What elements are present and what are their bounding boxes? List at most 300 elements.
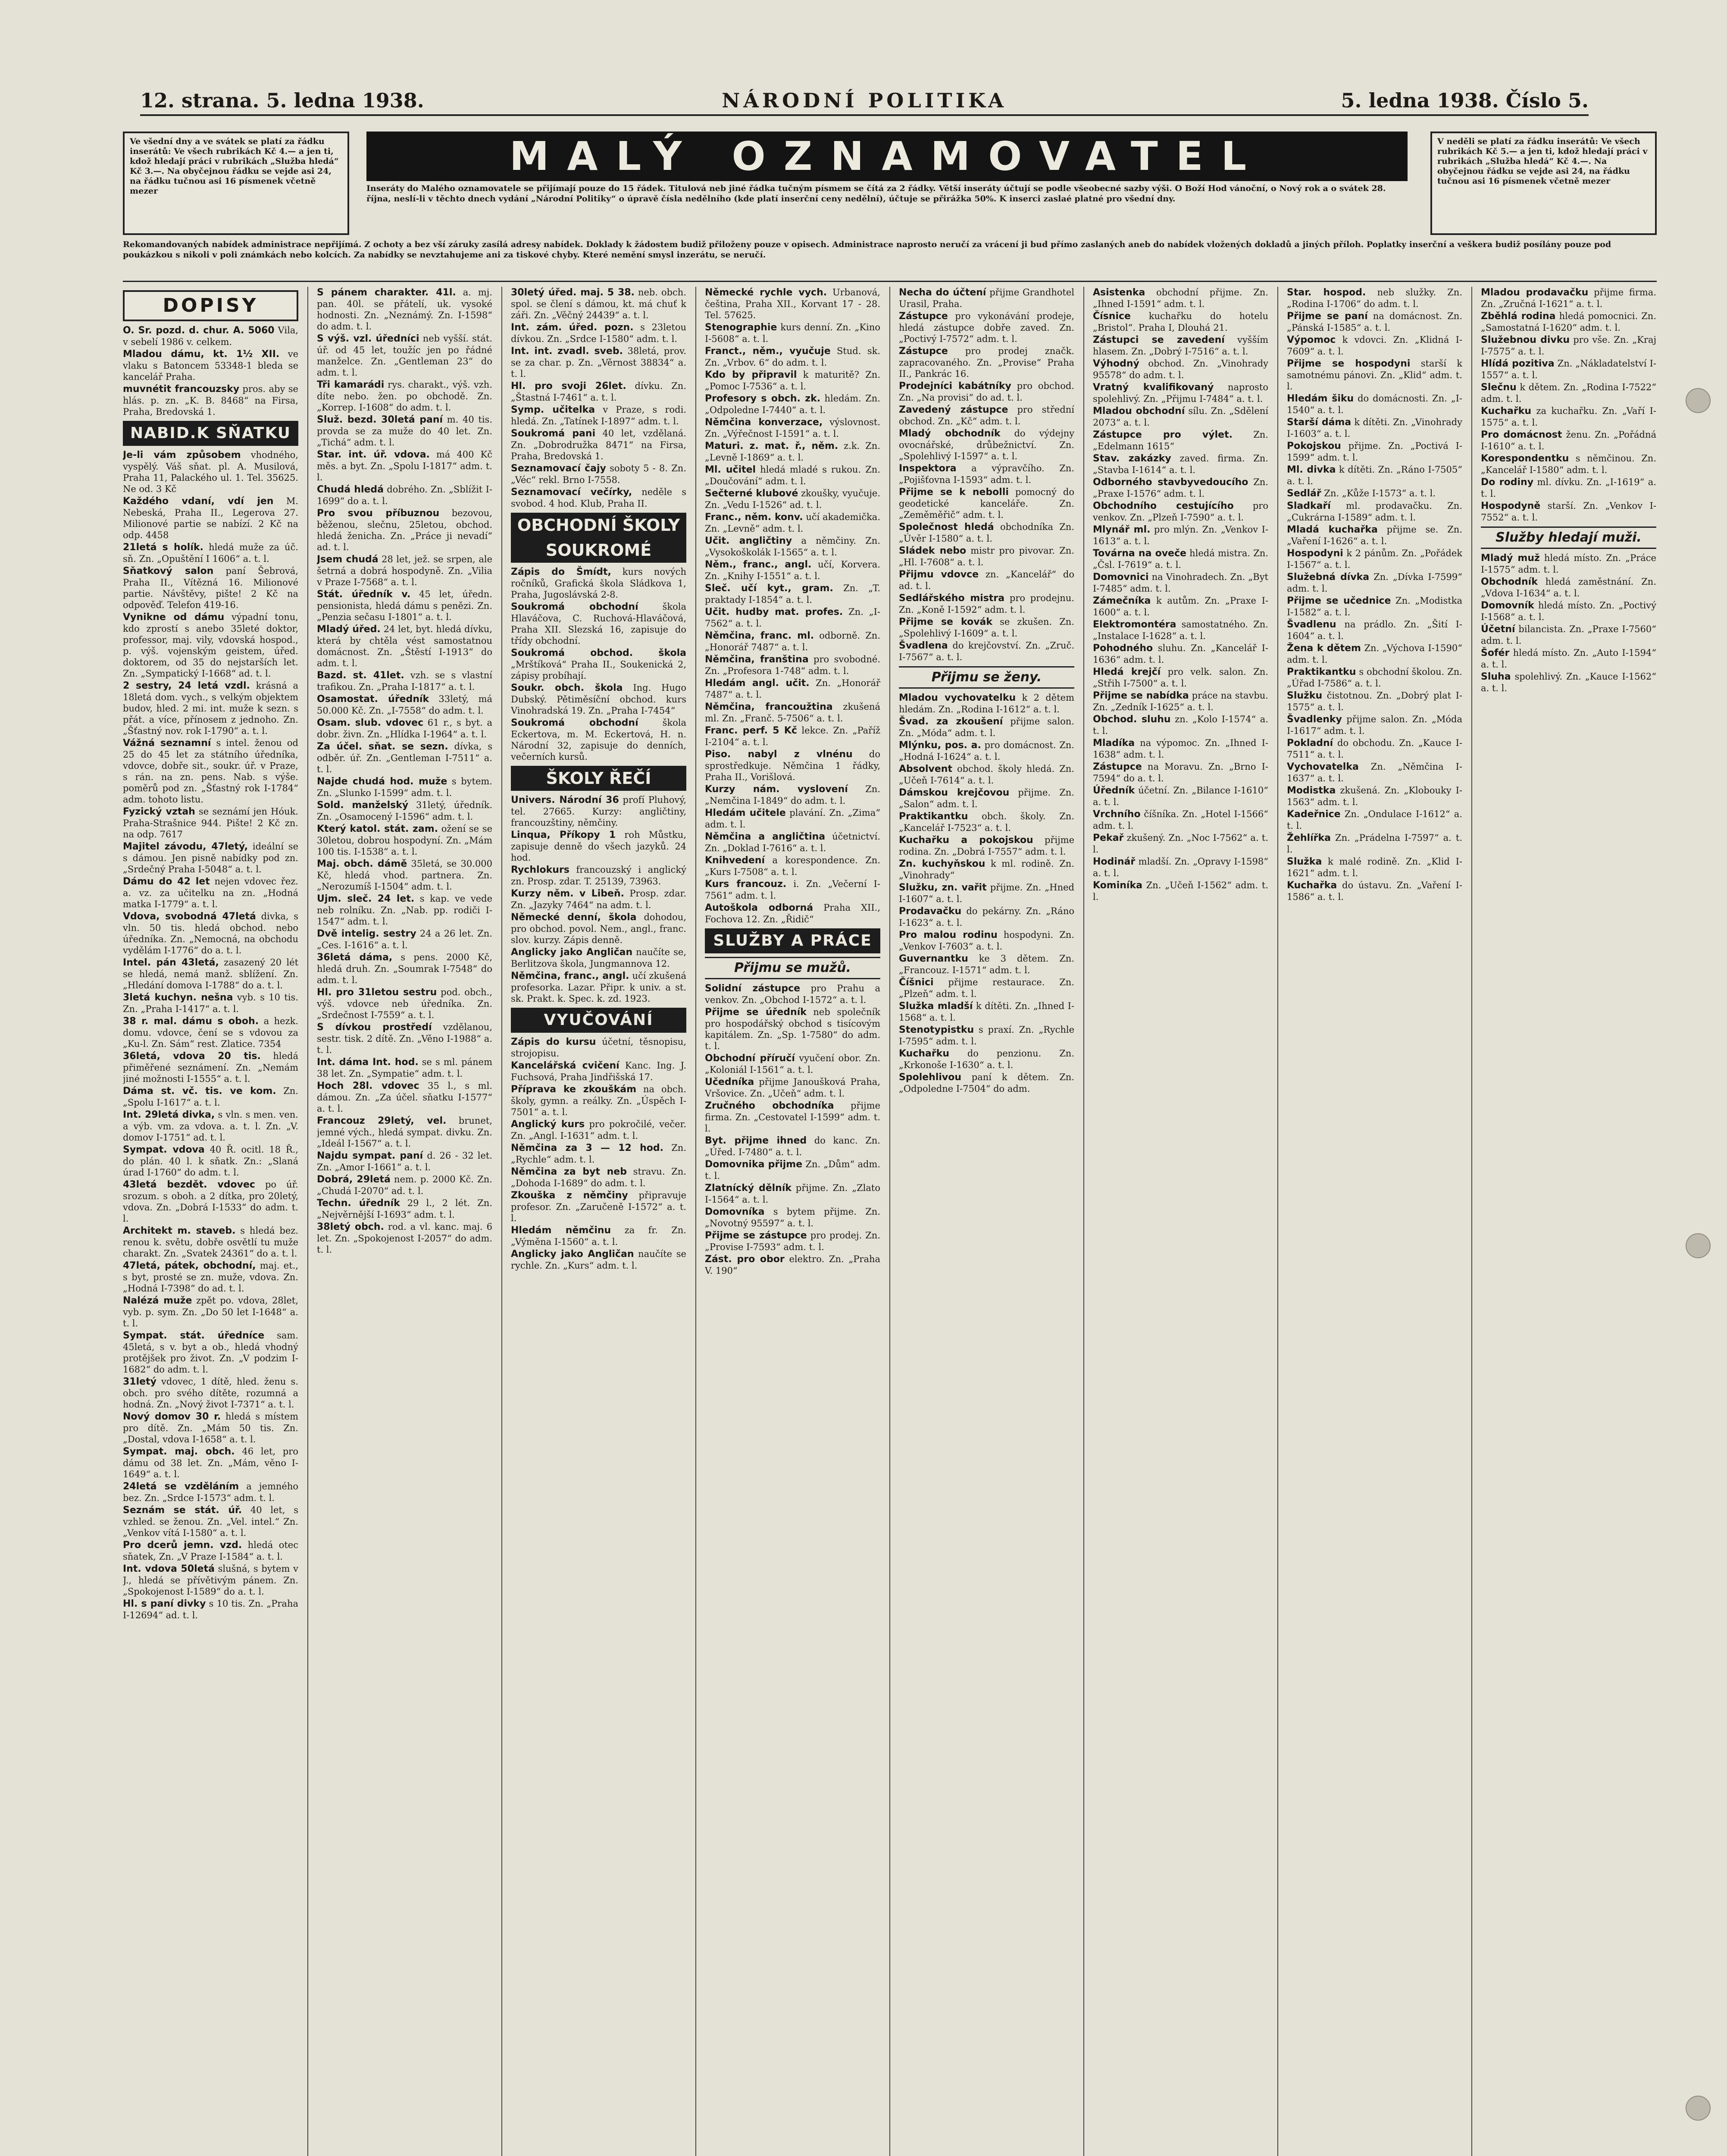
classified-ad: [1287, 714, 1462, 736]
ad-title: Elektromontéra: [1093, 619, 1176, 630]
ad-text: Zn. „Prádelna I-7597“ a. t. l.: [1287, 833, 1462, 855]
ad-text: dívka, s odběr. úř. Zn. „Gentleman I-7511“ a. t. l.: [317, 741, 492, 774]
classified-ad: [123, 911, 298, 956]
classified-ad: [123, 1225, 298, 1259]
ad-text: starší. Zn. „Venkov I-7552“ a. t. l.: [1481, 501, 1656, 523]
ad-text: pro velk. salon. Zn. „Střih I-7500“ a. t. l.: [1093, 667, 1268, 689]
classified-ad: [511, 946, 686, 969]
ad-title: Dáma st. vč. tis. ve kom.: [123, 1086, 276, 1097]
ad-title: Guvernantku: [899, 953, 968, 964]
ad-text: naučíte se rychle. Zn. „Kurs“ adm. t. l.: [511, 1249, 686, 1271]
classified-ad: [123, 1260, 298, 1294]
ad-title: Knihvedení: [705, 855, 765, 866]
classified-ad: [1287, 856, 1462, 879]
ad-title: Korespondentku: [1481, 453, 1569, 464]
classified-ad: [705, 1159, 880, 1181]
column-rule: [1471, 287, 1472, 2156]
ad-title: Hl. pro svoji 26let.: [511, 381, 626, 392]
ad-text: Zn. „Modistka I-1582“ a. t. l.: [1287, 595, 1462, 617]
classified-ad: [899, 287, 1074, 310]
classified-ad: [1287, 548, 1462, 570]
ad-title: Int. vdova 50letá: [123, 1564, 215, 1574]
ad-text: rys. charakt., výš. vzh. díte nebo. žen. po obchodě. Zn. „Korrep. I-1608“ do adm. t. l.: [317, 379, 492, 413]
ad-title: Prodejníci kabátníky: [899, 381, 1011, 392]
ad-text: Zn. „Edelmann 1615“: [1093, 429, 1268, 451]
ad-title: Domovnika přijme: [705, 1159, 803, 1170]
classified-ad: [1093, 358, 1268, 381]
classified-ad: [123, 1015, 298, 1050]
ad-title: Franc. perf. 5 Kč: [705, 725, 798, 736]
ad-text: m. 40 tis. provda se za muže do 40 let. Zn. „Tichá“ adm. t. l.: [317, 414, 492, 448]
classified-ad: [123, 565, 298, 611]
ad-title: Odborného stavbyvedoucího: [1093, 477, 1248, 488]
ad-title: Kurzy nám. vyslovení: [705, 784, 848, 795]
classified-ad: [899, 763, 1074, 786]
ad-title: Sympat. stát. úředníce: [123, 1330, 265, 1341]
classified-ad: [511, 1225, 686, 1247]
classified-ad: [899, 906, 1074, 928]
classified-ad: [1287, 334, 1462, 357]
ad-text: roh Můstku, zapisuje denně do všech jazyků. 24 hod.: [511, 830, 686, 863]
ad-text: zkušený. Zn. „Noc I-7562“ a. t. l.: [1093, 833, 1268, 855]
classified-ad: [511, 888, 686, 911]
ad-text: obchodní přijme. Zn. „Ihned I-1591“ adm. t. l.: [1093, 287, 1268, 309]
ad-title: Mlýnku, pos. a.: [899, 740, 981, 751]
ad-text: ve vlaku s Batoncem 53348-1 bleda se kancelář Praha.: [123, 349, 298, 382]
ad-text: paní Šebrová, Praha II., Vítězná 16. Milionové partie. Návštěvy, pište! 2 Kč na odpověď. Telefon 419-16.: [123, 566, 298, 610]
classified-ad: [511, 1119, 686, 1141]
ad-text: kurs nových ročníků, Grafická škola Sládkova 1, Praha, Jugoslávská 2-8.: [511, 567, 686, 600]
classified-ad: [1287, 785, 1462, 808]
ad-text: přijme Grandhotel Urasil, Praha.: [899, 287, 1074, 309]
classified-ad: [1093, 405, 1268, 428]
classified-ad: [705, 1100, 880, 1134]
classified-ad: [1287, 571, 1462, 594]
ad-text: vdovec, 1 dítě, hled. ženu s. obch. pro svého dítěte, rozumná a hodná. Zn. „Nový život I-7371“ a. t. l.: [123, 1376, 298, 1410]
classified-ad: [317, 823, 492, 857]
ad-text: hledá zaměstnání. Zn. „Vdova I-1634“ a. t. l.: [1481, 577, 1656, 599]
ad-text: zkušená ml. Zn. „Franč. 5-7506“ a. t. l.: [705, 702, 880, 724]
ad-title: Anglicky jako Angličan: [511, 1249, 634, 1260]
classified-ad: [511, 682, 686, 716]
ad-title: Žena k dětem: [1287, 643, 1361, 654]
ad-title: Dámskou krejčovou: [899, 787, 1010, 798]
ad-title: 24letá se vzděláním: [123, 1481, 239, 1492]
ad-text: pomocný do geodetické kanceláře. Zn. „Zeměměřič“ adm. t. l.: [899, 487, 1074, 520]
ad-title: Šofér: [1481, 648, 1510, 658]
ad-text: přijme rodina. Zn. „Dobrá I-7557“ adm. t. l.: [899, 835, 1074, 857]
ad-title: Obchodního cestujícího: [1093, 501, 1234, 511]
classified-ad: [705, 1135, 880, 1158]
ad-text: do krejčovství. Zn. „Zruč. I-7567“ a. t. l.: [899, 640, 1074, 662]
ad-title: Kancelářská cvičení: [511, 1060, 619, 1071]
classified-ad: [1093, 476, 1268, 499]
ad-text: do obchodu. Zn. „Kauce I-7511“ a. t. l.: [1287, 738, 1462, 760]
classified-ad: [317, 379, 492, 413]
classified-ad: [705, 1182, 880, 1205]
section-heading: Přijmu se mužů.: [705, 957, 880, 979]
ad-title: Najde chudá hod. muže: [317, 776, 447, 787]
ad-title: 36letá dáma,: [317, 952, 393, 963]
ad-title: Maj. obch. dámě: [317, 859, 407, 869]
ad-text: pro domácnost. Zn. „Hodná I-1624“ a. t. l.: [899, 740, 1074, 762]
ad-text: přijme firma. Zn. „Zručná I-1621“ a. t. l.: [1481, 287, 1656, 309]
ad-text: k dítěti. Zn. „Vinohrady I-1603“ a. t. l.: [1287, 417, 1462, 439]
ad-title: Kurzy něm. v Libeň.: [511, 888, 624, 899]
ad-title: O. Sr. pozd. d. chur. A. 5060: [123, 325, 275, 336]
ad-title: Kuchařku: [1481, 406, 1532, 417]
classified-ad: [511, 970, 686, 1004]
classified-ad: [1093, 595, 1268, 618]
ad-text: zpět po. vdova, 28let, vyb. p. sym. Zn. „Do 50 let I-1648“ a. t. l.: [123, 1295, 298, 1329]
ad-text: d. 26 - 32 let. Zn. „Amor I-1661“ a. t. l.: [317, 1150, 492, 1172]
ad-title: Autoškola odborná: [705, 903, 813, 913]
ad-title: Pekař: [1093, 833, 1124, 843]
ad-text: 33letý, má 50.000 Kč. Zn. „I-7558“ do adm. t. l.: [317, 694, 492, 716]
ad-title: S dívkou prostředí: [317, 1022, 432, 1033]
classified-ad: [1287, 832, 1462, 855]
ad-text: obch. školy. Zn. „Kancelář I-7523“ a. t. l.: [899, 811, 1074, 833]
ad-text: s obchodní školou. Zn. „Úřad I-7586“ a. t. l.: [1287, 667, 1462, 689]
ad-text: hledá místo. Zn. „Poctivý I-1568“ a. t. l.: [1481, 600, 1656, 622]
ad-title: Fyzický vztah: [123, 806, 195, 817]
classified-ad: [123, 737, 298, 805]
ad-text: starší k samotnému pánovi. Zn. „Klid“ adm. t. l.: [1287, 358, 1462, 392]
classified-ad: [705, 677, 880, 700]
classified-ad: [123, 957, 298, 991]
classified-ad: [317, 799, 492, 822]
ad-title: Zápis do kursu: [511, 1037, 596, 1047]
ad-title: Vynikne od dámu: [123, 612, 225, 623]
newspaper-title: NÁRODNÍ POLITIKA: [722, 89, 1007, 112]
ad-text: pro prodej značk. zapracovaného. Zn. „Provise“ Praha II., Pankrác 16.: [899, 346, 1074, 379]
ad-title: Pro svou příbuznou: [317, 508, 440, 519]
ad-text: Zn. „Honorář 7487“ a. t. l.: [705, 678, 880, 700]
classified-ad: [317, 776, 492, 799]
ad-text: ke 3 dětem. Zn. „Francouz. I-1571“ adm. t. l.: [899, 953, 1074, 975]
classified-ad: [899, 463, 1074, 486]
ad-title: 36letá, vdova 20 tis.: [123, 1051, 261, 1062]
ad-column: [1093, 287, 1268, 2156]
classified-ad: [1481, 429, 1656, 452]
ad-text: přijme. Zn. „Poctivá I-1599“ adm. t. l.: [1287, 441, 1462, 463]
ad-title: Služka mladší: [899, 1001, 973, 1012]
classified-ad: [511, 1190, 686, 1224]
ad-title: Němčina, franština: [705, 654, 809, 665]
ad-text: výslovnost. Zn. „Výřečnost I-1591“ a. t. l.: [705, 417, 880, 439]
ad-title: Hledám němčinu: [511, 1225, 611, 1236]
classified-ad: [1093, 880, 1268, 903]
classified-ad: [123, 1376, 298, 1410]
ad-text: zn. „Kolo I-1574“ a. t. l.: [1093, 714, 1268, 736]
ad-text: elektro. Zn. „Praha V. 190“: [705, 1254, 880, 1276]
ad-title: Majitel závodu, 47letý,: [123, 841, 248, 852]
ad-text: k 2 pánům. Zn. „Pořádek I-1567“ a. t. l.: [1287, 548, 1462, 570]
ad-text: neb společník pro hospodářský obchod s tisícovým kapitálem. Zn. „Sp. 1-7580“ do adm. t. l.: [705, 1007, 880, 1051]
ad-text: čistotnou. Zn. „Dobrý plat I-1575“ a. t. l.: [1287, 690, 1462, 712]
classified-ad: [1287, 761, 1462, 784]
ad-text: sluhu. Zn. „Kancelář I-1636“ adm. t. l.: [1093, 643, 1268, 665]
ad-title: Mlynář ml.: [1093, 524, 1151, 535]
ad-text: k maturitě? Zn. „Pomoc I-7536“ a. t. l.: [705, 370, 880, 392]
classified-ad: [1093, 548, 1268, 570]
classified-ad: [511, 912, 686, 946]
ad-text: naprosto spolehlivý. Zn. „Přijmu I-7484“ a. t. l.: [1093, 382, 1268, 404]
ad-text: obchod. Zn. „Vinohrady 95578“ do adm. t. l.: [1093, 358, 1268, 380]
classified-ad: [705, 559, 880, 582]
ad-text: Zn. „I-7562“ a. t. l.: [705, 607, 880, 629]
column-rule: [1277, 287, 1278, 2156]
classified-ad: [123, 1598, 298, 1621]
ad-text: hledá otec sňatek, Zn. „V Praze I-1584“ a. t. l.: [123, 1540, 298, 1562]
ad-text: hledá pomocnici. Zn. „Samostatná I-1620“ adm. t. l.: [1481, 311, 1656, 333]
ad-title: Kadeřnice: [1287, 809, 1341, 820]
ad-text: mistr pro pivovar. Zn. „Hl. I-7608“ a. t. l.: [899, 545, 1074, 567]
classified-ad: [123, 1179, 298, 1224]
section-heading: NABID.K SŇATKU: [123, 421, 298, 446]
ad-title: Vratný kvalifikovaný: [1093, 382, 1214, 393]
ad-text: 40 let, s vzhled. se ženou. Zn. „Vel. intel.“ Zn. „Venkov vítá I-1580“ a. t. l.: [123, 1505, 298, 1538]
ad-title: Přijme se nabídka: [1093, 690, 1189, 701]
ad-title: Nový domov 30 r.: [123, 1411, 221, 1422]
ad-title: Modistka: [1287, 785, 1336, 796]
ad-title: Praktikantku: [1287, 667, 1356, 677]
classified-ad: [511, 380, 686, 403]
classified-ad: [899, 953, 1074, 976]
classified-ad: [1287, 808, 1462, 831]
ad-title: Mladý obchodník: [899, 428, 1001, 439]
classified-ad: [705, 654, 880, 677]
classified-ad: [1093, 334, 1268, 357]
ad-title: Zást. pro obor: [705, 1254, 785, 1265]
classified-ad: [317, 554, 492, 588]
ad-title: Účetní: [1481, 624, 1515, 635]
ad-text: dobrého. Zn. „Sblížit I-1699“ do a. t. l.: [317, 484, 492, 506]
ad-text: přijme salon. Zn. „Móda I-1617“ adm. t. l.: [1287, 714, 1462, 736]
classified-ad: [123, 841, 298, 875]
ad-text: kuchařku do hotelu „Bristol“. Praha I, Dlouhá 21.: [1093, 311, 1268, 333]
classified-ad: [511, 322, 686, 345]
ad-title: Dobrá, 29letá: [317, 1174, 391, 1185]
classified-ad: [317, 589, 492, 623]
ad-text: s kap. ve vede neb rolníku. Zn. „Nab. pp. rodiči I-1547“ adm. t. l.: [317, 893, 492, 927]
ad-title: Německé denní, škola: [511, 912, 637, 923]
ad-text: profí Pluhový, tel. 27665. Kurzy: angličtiny, francouzštiny, němčiny.: [511, 795, 686, 828]
ad-title: Ml. divka: [1287, 464, 1336, 475]
classified-ad: [1287, 488, 1462, 499]
classified-ad: [317, 1080, 492, 1114]
ad-title: Zástupce: [899, 346, 948, 357]
ad-title: Hl. s paní divky: [123, 1598, 206, 1609]
ad-text: hospodyni. Zn. „Venkov I-7603“ a. t. l.: [899, 930, 1074, 952]
ad-text: vzh. se s vlastní trafikou. Zn. „Praha I-1817“ a. t. l.: [317, 670, 492, 692]
ad-title: Obchod. sluhu: [1093, 714, 1171, 725]
ad-text: a jemného bez. Zn. „Srdce I-1573“ adm. t. l.: [123, 1481, 298, 1503]
ad-title: 38 r. mal. dámu s oboh.: [123, 1016, 259, 1027]
ad-title: Výpomoc: [1287, 335, 1336, 345]
classified-ad: [1287, 464, 1462, 487]
ad-text: s bytem přijme. Zn. „Novotný 95597“ a. t. l.: [705, 1206, 880, 1228]
ad-text: pro vše. Zn. „Kraj I-7575“ a. t. l.: [1481, 335, 1656, 357]
ad-text: k dítěti. Zn. „Ihned I-1568“ a. t. l.: [899, 1001, 1074, 1023]
ad-text: 40 let, vzdělaná. Zn. „Dobrodružka 8471“ na Firsa, Praha, Bredovská 1.: [511, 428, 686, 461]
classified-ad: [511, 794, 686, 828]
ad-title: Pro malou rodinu: [899, 930, 998, 940]
classified-ad: [1287, 417, 1462, 439]
classified-ad: [1481, 334, 1656, 357]
classified-ad: [705, 1053, 880, 1075]
ad-title: Zběhlá rodina: [1481, 311, 1556, 322]
ad-text: přijme se. Zn. „Vaření I-1626“ a. t. l.: [1287, 524, 1462, 546]
ad-title: Učit. hudby mat. profes.: [705, 607, 843, 617]
classified-ad: [1481, 405, 1656, 428]
ad-text: ženu. Zn. „Pořádná I-1610“ a. t. l.: [1481, 429, 1656, 451]
ad-text: na Vinohradech. Zn. „Byt I-7485“ adm. t. l.: [1093, 572, 1268, 594]
column-rule: [695, 287, 696, 2156]
classified-ad: [1093, 500, 1268, 523]
section-heading: DOPISY: [123, 290, 298, 321]
page-number: 12. strana. 5. ledna 1938.: [140, 89, 424, 112]
ad-text: slušná, s bytem v J., hledá se přívětivým pánem. Zn. „Spokojenost I-1589“ do a. t. l.: [123, 1564, 298, 1597]
ad-title: Přijme se paní: [1287, 311, 1368, 322]
section-heading: OBCHODNÍ ŠKOLY SOUKROMÉ: [511, 513, 686, 563]
ad-text: obchod. školy hledá. Zn. „Učeň I-7614“ a. t. l.: [899, 764, 1074, 786]
classified-ad: [511, 1248, 686, 1271]
ad-title: Mladou vychovatelku: [899, 693, 1016, 703]
classified-ad: [705, 440, 880, 463]
classified-ad: [123, 348, 298, 382]
ad-title: Star. hospod.: [1287, 287, 1366, 298]
ad-text: do domácnosti. Zn. „I-1540“ a. t. l.: [1287, 393, 1462, 415]
ad-title: Mladý úřed.: [317, 624, 381, 635]
ad-title: Franct., něm., vyučuje: [705, 346, 831, 357]
ad-title: Sňatkový salon: [123, 566, 214, 577]
ad-title: Němčina za 3 — 12 hod.: [511, 1143, 663, 1153]
ad-column: [317, 287, 492, 2156]
ad-text: se seznámí jen Hóuk. Praha-Strašnice 944. Pište! 2 Kč zn. na odp. 7617: [123, 806, 298, 840]
classified-ad: [317, 893, 492, 927]
ad-title: Soukromá obchodní: [511, 602, 638, 612]
ad-text: pros. aby se hlás. p. zn. „K. B. 8468“ na Firsa, Praha, Bredovská 1.: [123, 384, 298, 417]
ad-text: pod. obch., výš. vdovce neb úředníka. Zn. „Srdečnost I-7559“ a. t. l.: [317, 987, 492, 1020]
classified-ad: [123, 680, 298, 736]
ad-title: Zápis do Šmídt,: [511, 567, 611, 577]
ad-title: Zástupce: [899, 311, 948, 322]
ad-text: 35 l., s ml. dámou. Zn. „Za účel. sňatku I-1577“ a. t. l.: [317, 1081, 492, 1114]
ad-text: maj. et., s byt, prosté se zn. muže, vdova. Zn. „Hodná I-7398“ do ad. t. l.: [123, 1260, 298, 1294]
ad-title: Seznám se stát. úř.: [123, 1505, 242, 1516]
classified-ad: [1093, 287, 1268, 310]
classified-ad: [123, 383, 298, 417]
ad-text: s 23letou dívkou. Zn. „Srdce I-1580“ adm. t. l.: [511, 322, 686, 344]
classified-ad: [1093, 856, 1268, 879]
ad-text: vyb. s 10 tis. Zn. „Praha I-1417“ a. t. l.: [123, 992, 298, 1014]
ad-title: 38letý obch.: [317, 1222, 384, 1232]
ad-column: [705, 287, 880, 2156]
ad-text: z.k. Zn. „Levně I-1869“ a. t. l.: [705, 441, 880, 463]
classified-ad: [123, 1050, 298, 1084]
classified-ad: [317, 287, 492, 332]
ad-text: na domácnost. Zn. „Pánská I-1585“ a. t. l.: [1287, 311, 1462, 333]
classified-ad: [317, 624, 492, 669]
ad-title: Němčina, franc. ml.: [705, 630, 814, 641]
ad-text: soboty 5 - 8. Zn. „Véc“ rekl. Brno I-7558.: [511, 463, 686, 485]
section-heading: Přijmu se ženy.: [899, 666, 1074, 689]
ad-text: sam. 45letá, s v. byt a ob., hledá vhodný protějšek pro život. Zn. „V podzim I-1682“ do adm. t. l.: [123, 1330, 298, 1375]
classified-ad: [317, 1150, 492, 1173]
classified-ad: [123, 325, 298, 348]
classified-ad: [1093, 642, 1268, 665]
ad-text: hledá muže za úč. sň. Zn. „Opuštění I 1606“ a. t. l.: [123, 542, 298, 564]
ad-title: Který katol. stát. zam.: [317, 824, 438, 834]
classified-ad: [1093, 310, 1268, 333]
ad-title: Zručného obchodníka: [705, 1100, 834, 1111]
ad-text: rod. a vl. kanc. maj. 6 let. Zn. „Spokojenost I-2057“ do adm. t. l.: [317, 1222, 492, 1255]
ad-title: Zámečníka: [1093, 595, 1151, 606]
price-notice-weekday: Ve všední dny a ve svátek se platí za řádku inserátů: Ve všech rubrikách Kč 4.— a jen ti, kdož hledají práci v rubrikách „Služba hledá“ Kč 3.—. Na obyčejnou řádku se vejde asi 24, na řádku tučnou asi 16 písmenek včetně mezer: [123, 132, 349, 235]
ad-title: Němčina za byt neb: [511, 1166, 627, 1177]
ad-text: pro venkov. Zn. „Plzeň I-7590“ a. t. l.: [1093, 501, 1268, 523]
ad-text: Zn. „Němčina I-1637“ a. t. l.: [1287, 761, 1462, 783]
ad-title: Pokladní: [1287, 738, 1333, 749]
classified-ad: [1287, 666, 1462, 689]
ad-title: Přijme se učednice: [1287, 595, 1391, 606]
ad-title: Mladou obchodní: [1093, 406, 1185, 417]
classified-ad: [1287, 500, 1462, 523]
ad-text: ml. dívku. Zn. „I-1619“ a. t. l.: [1481, 477, 1656, 499]
ad-title: Sládek nebo: [899, 545, 967, 556]
classified-ad: [1093, 832, 1268, 855]
ad-title: 3letá kuchyn. nešna: [123, 992, 233, 1003]
ad-text: Zn. „Dívka I-7599“ adm. t. l.: [1287, 572, 1462, 594]
classified-ad: [1287, 619, 1462, 642]
ad-text: pro mlýn. Zn. „Venkov I-1613“ a. t. l.: [1093, 524, 1268, 546]
classified-ad: [1287, 690, 1462, 713]
ad-title: Zástupci se zavedení: [1093, 335, 1225, 345]
classified-ad: [317, 858, 492, 892]
ad-title: Praktikantku: [899, 811, 968, 822]
ad-text: Zn. „Nemčina I-1849“ do adm. t. l.: [705, 784, 880, 806]
section-heading: SLUŽBY A PRÁCE: [705, 928, 880, 953]
ad-text: účetní. Zn. „Bilance I-1610“ a. t. l.: [1093, 785, 1268, 807]
classified-ad: [123, 806, 298, 840]
classified-ad: [1093, 382, 1268, 404]
column-rule: [1083, 287, 1084, 2156]
ad-title: Vychovatelka: [1287, 761, 1359, 772]
classified-ad: [1093, 785, 1268, 808]
ad-text: s vln. s men. ven. a výb. vm. za vdova. a. t. l. Zn. „V. domov I-1751“ ad. t. l.: [123, 1109, 298, 1143]
ad-text: hledá s místem pro dítě. Zn. „Mám 50 tis. Zn. „Dostal, vdova I-1658“ a. t. l.: [123, 1411, 298, 1445]
ad-title: Sold. manželský: [317, 800, 409, 811]
classified-ad: [317, 693, 492, 716]
ad-text: odborně. Zn. „Honorář 7487“ a. t. l.: [705, 630, 880, 652]
ad-title: Němčina konverzace,: [705, 417, 823, 428]
ad-title: Int. zám. úřed. pozn.: [511, 322, 634, 333]
ad-text: do sprostředkuje. Němčina 1 řádky, Praha II., Vorišlová.: [705, 749, 880, 782]
classified-ad: [317, 1197, 492, 1220]
ad-title: Švad. za zkoušení: [899, 716, 1003, 727]
classified-ad: [123, 1085, 298, 1108]
classified-ad: [317, 508, 492, 553]
ad-title: Přijme se hospodyni: [1287, 358, 1411, 369]
ad-text: hledá místo. Zn. „Práce I-1575“ adm. t. l.: [1481, 553, 1656, 575]
ad-text: bilancista. Zn. „Praxe I-7560“ adm. t. l.: [1481, 624, 1656, 646]
ad-title: Hlídá pozitiva: [1481, 358, 1555, 369]
classified-ad: [1093, 761, 1268, 784]
ad-text: na Moravu. Zn. „Brno I-7594“ do a. t. l.: [1093, 761, 1268, 783]
ad-title: Číšnici: [899, 977, 934, 988]
ad-text: v Praze, s rodi. hledá. Zn. „Tatínek I-1897“ adm. t. l.: [511, 404, 686, 426]
